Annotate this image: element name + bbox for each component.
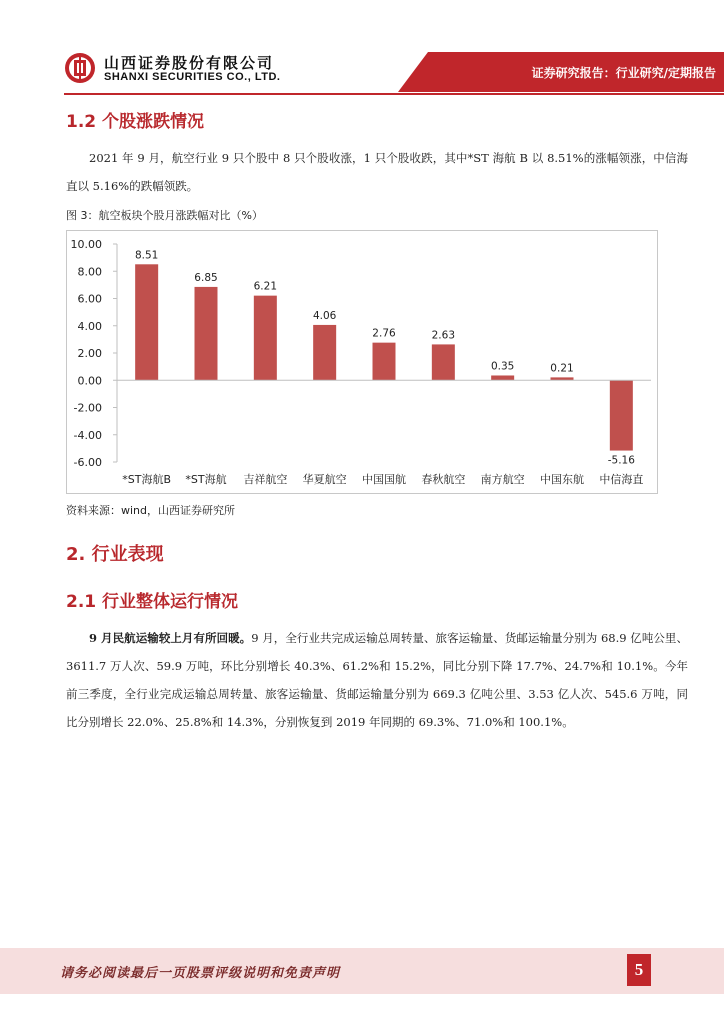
section-2-1-paragraph <box>66 624 688 736</box>
page-number: 5 <box>627 954 651 986</box>
bar-6 <box>491 375 514 380</box>
bar-5 <box>432 344 455 380</box>
bar-value-label: 0.21 <box>550 362 574 375</box>
section-2-1-lead: 9 月民航运输较上月有所回暖。 <box>89 631 252 645</box>
y-tick-label: 0.00 <box>77 374 102 388</box>
section-2-1-body: 9 月，全行业共完成运输总周转量、旅客运输量、货邮运输量分别为 68.9 亿吨公里、3611.7 万人次、59.9 万吨，环比分别增长 40.3%、61.2%和 15.2%，同比分别下降 17.7%、24.7%和 10.1%。今年前三季度，全行业完成运输总周转量、旅客运输量、货邮运输量分别为 669.3 亿吨公里、3.53 亿人次、545.6 万吨，同比分别增长 22.0%、25.8%和 14.3%，分别恢复到 2019 年同期的 69.3%、71.0%和 100.1%。 <box>66 631 688 729</box>
bar-value-label: 6.85 <box>194 271 218 284</box>
bar-value-label: 8.51 <box>134 249 159 262</box>
y-tick-label: -2.00 <box>73 401 102 415</box>
bar-value-label: 4.06 <box>312 309 337 322</box>
bar-8 <box>610 380 633 450</box>
figure-title: 图 3：航空板块个股月涨跌幅对比（%） <box>66 209 263 222</box>
bar-2 <box>254 296 277 381</box>
bar-value-label: -5.16 <box>607 454 635 467</box>
section-heading-1-2: 1.2 个股涨跌情况 <box>66 112 205 132</box>
x-category-label: 华夏航空 <box>302 473 347 486</box>
bar-value-label: 2.63 <box>431 329 456 342</box>
chart-frame <box>66 230 658 494</box>
y-tick-label: 2.00 <box>77 347 102 360</box>
x-category-label: *ST海航B <box>122 473 172 486</box>
y-tick-label: 6.00 <box>77 292 102 306</box>
section-1-2-paragraph: 2021 年 9 月，航空行业 9 只个股中 8 只个股收涨，1 只个股收跌，其中*ST 海航 B 以 8.51%的涨幅领涨，中信海直以 5.16%的跌幅领跌。 <box>66 151 688 193</box>
section-heading-2: 2. 行业表现 <box>66 544 164 565</box>
bar-0 <box>135 264 158 380</box>
company-name-cn: 山西证券股份有限公司 <box>104 54 275 72</box>
x-category-label: 南方航空 <box>480 473 525 486</box>
figure-source: 资料来源：wind，山西证券研究所 <box>66 504 236 517</box>
company-logo-icon <box>64 52 96 84</box>
bar-value-label: 6.21 <box>253 280 278 293</box>
bar-4 <box>373 343 396 381</box>
bar-1 <box>195 287 218 380</box>
bar-3 <box>313 325 336 380</box>
bar-value-label: 0.35 <box>490 360 515 373</box>
x-category-label: 春秋航空 <box>421 473 466 486</box>
y-tick-label: -6.00 <box>73 456 102 469</box>
y-tick-label: 10.00 <box>70 238 102 251</box>
x-category-label: 中国东航 <box>540 473 584 486</box>
x-category-label: *ST海航 <box>185 473 227 486</box>
x-category-label: 中信海直 <box>599 473 644 486</box>
x-category-label: 中国国航 <box>362 473 406 486</box>
company-name-en: SHANXI SECURITIES CO., LTD. <box>104 71 281 83</box>
bar-value-label: 2.76 <box>372 327 396 340</box>
bar-chart <box>67 231 657 493</box>
disclaimer-note: 请务必阅读最后一页股票评级说明和免责声明 <box>60 966 341 981</box>
y-tick-label: 8.00 <box>77 265 102 279</box>
header-divider <box>64 93 724 95</box>
y-tick-label: -4.00 <box>73 428 102 442</box>
y-tick-label: 4.00 <box>77 319 102 333</box>
x-category-label: 吉祥航空 <box>243 473 288 486</box>
section-heading-2-1: 2.1 行业整体运行情况 <box>66 592 239 612</box>
report-type-label: 证券研究报告：行业研究/定期报告 <box>531 66 716 80</box>
